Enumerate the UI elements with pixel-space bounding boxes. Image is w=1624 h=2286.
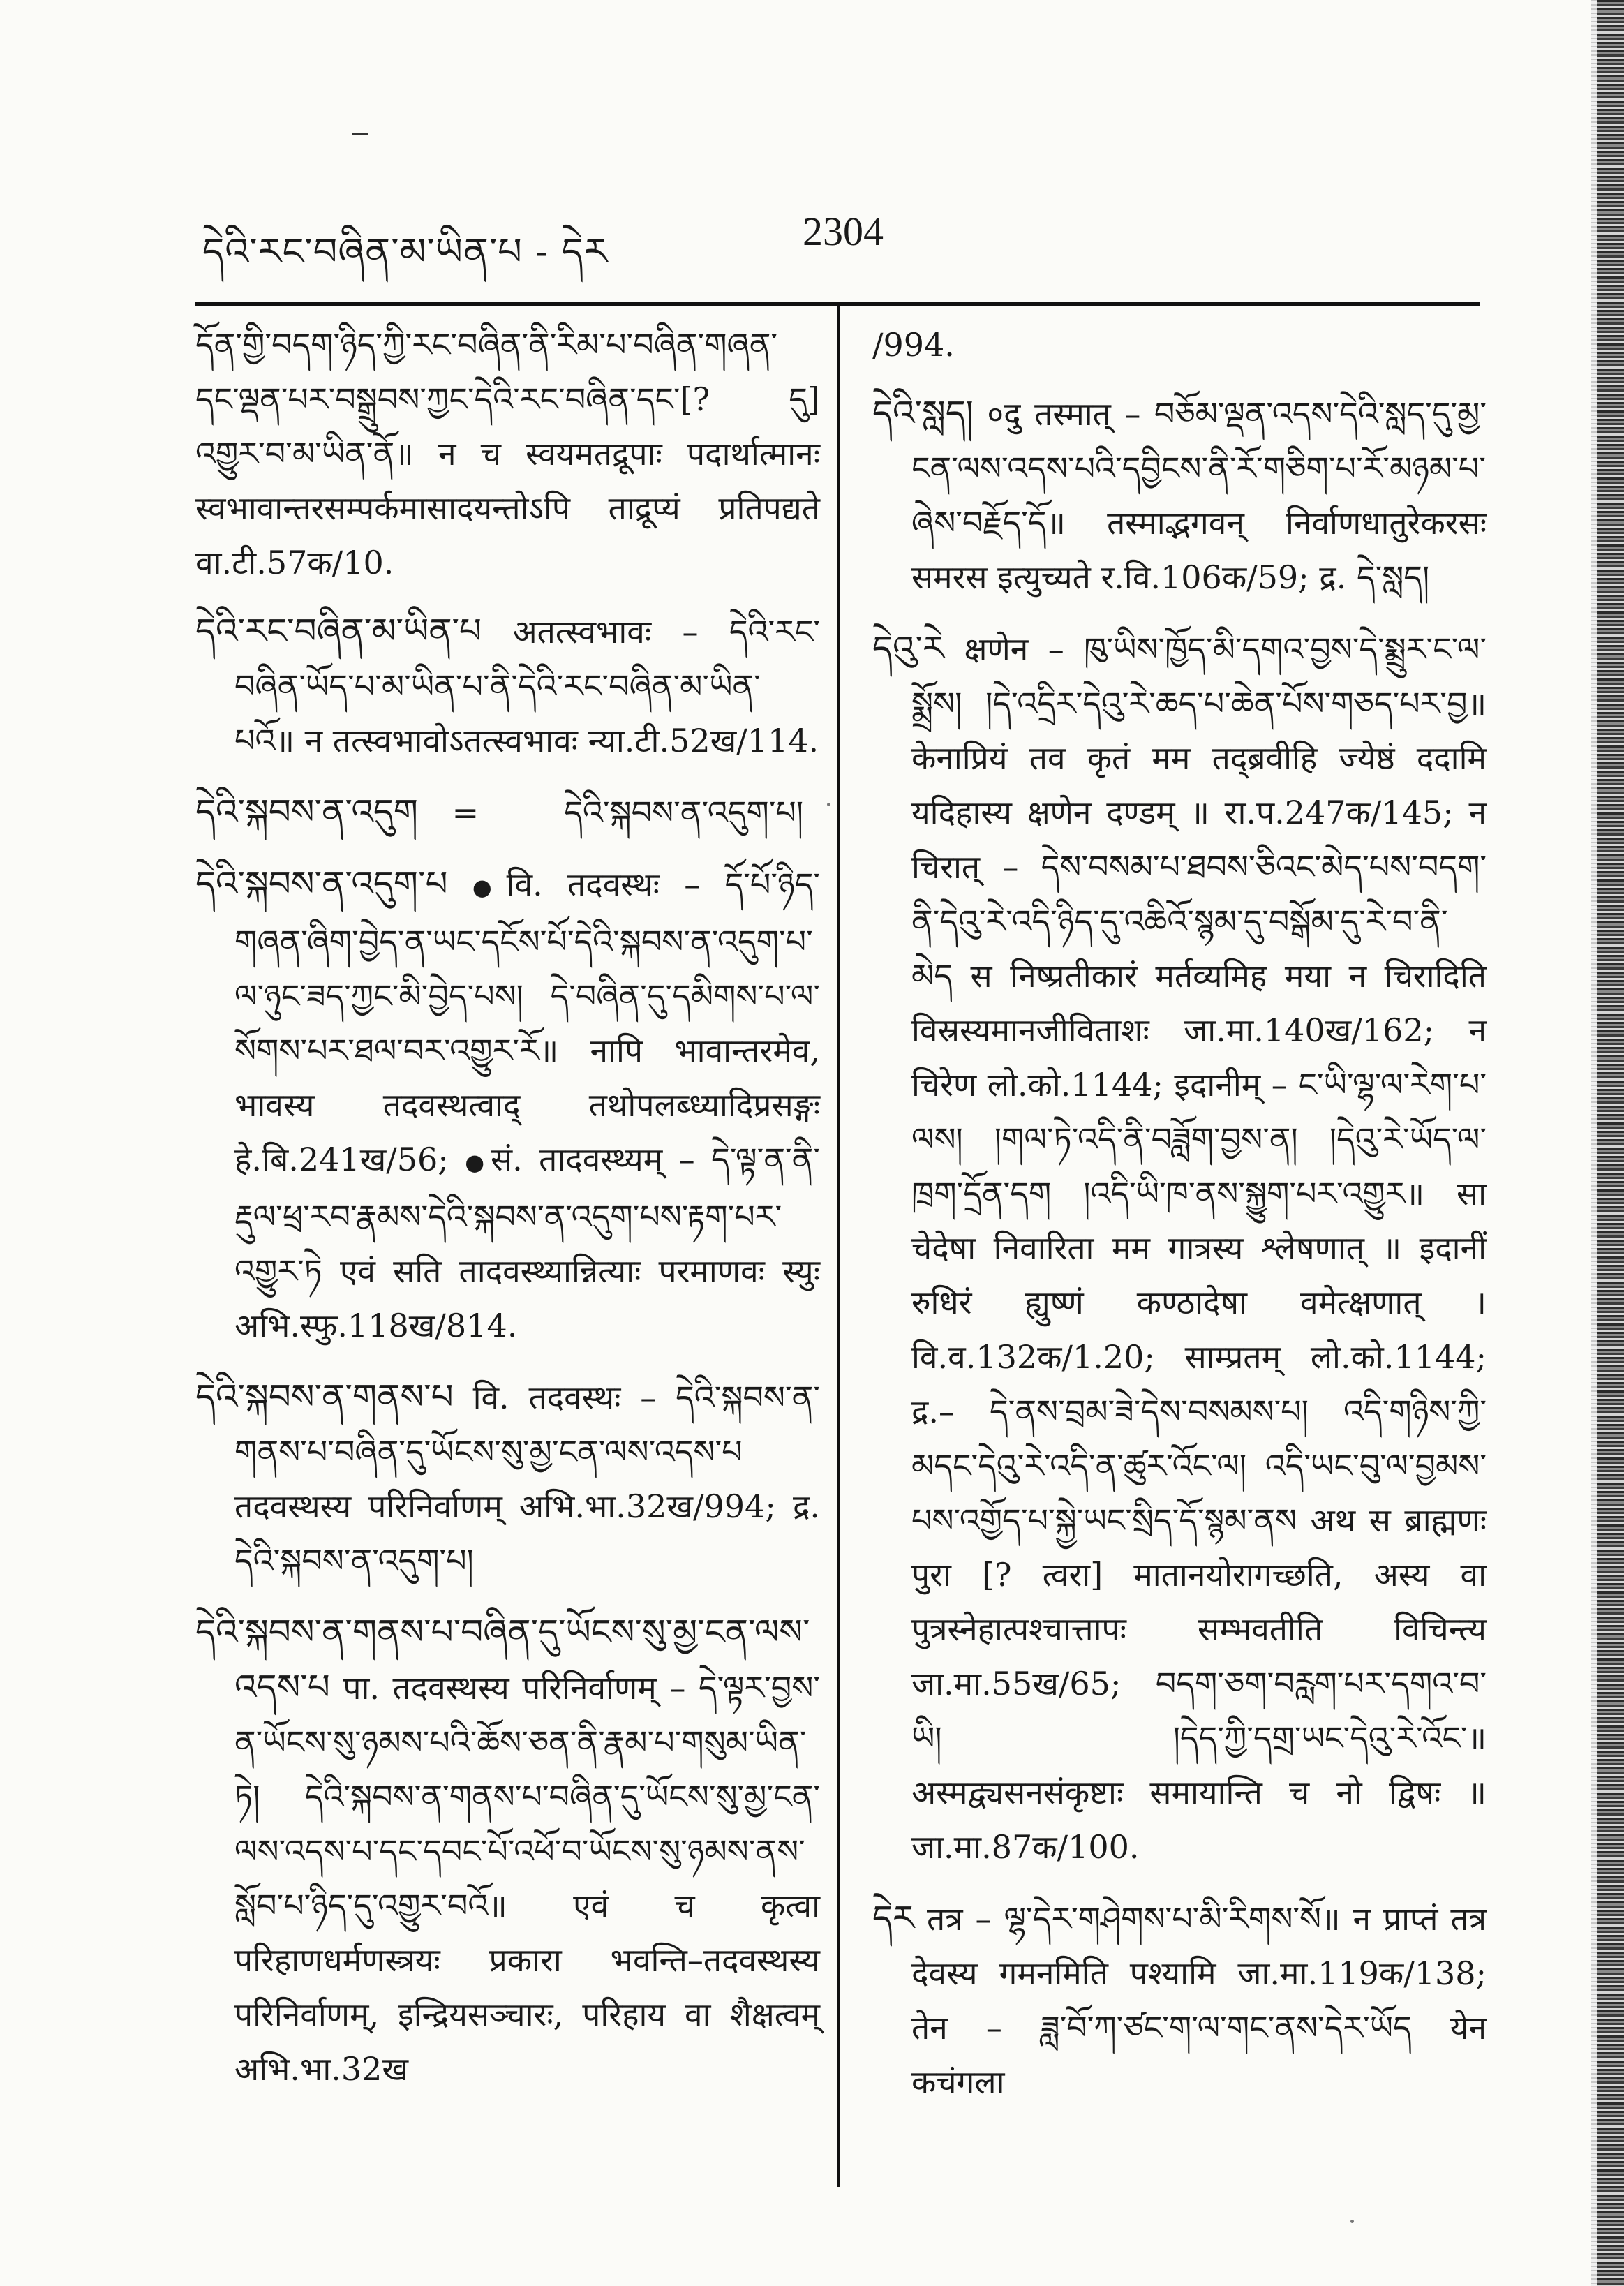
continuation-paragraph: /994. [872, 326, 955, 364]
continuation-paragraph: དོན་གྱི་བདག་ཉིད་ཀྱི་རང་བཞིན་ནི་རིམ་པ་བཞིན་གཞན་དང་ལྡན་པར་བསྒྲུབས་ཀྱང་དེའི་རང་བཞིན་དང་[? དུ] འགྱུར་བ་མ་ཡིན་ནོ॥ न च स्वयमतद्रूपाः पदार्थात्मानः स्वभावान्तरसम्पर्कमासादयन्तोऽपि ताद्रूप्यं प्रतिपद्यते वा.टी.57क/10. [195, 326, 820, 581]
entry-body: अतत्स्वभावः – དེའི་རང་བཞིན་ཡོད་པ་མ་ཡིན་པ་ནི་དེའི་རང་བཞིན་མ་ཡིན་པའོ॥ न तत्स्वभावोऽतत्स्वभावः न्या.टी.52ख/114. [234, 613, 820, 759]
running-head: དེའི་རང་བཞིན་མ་ཡིན་པ - དེར [202, 230, 609, 274]
dictionary-entry [872, 386, 1487, 604]
entry-body: བདག་ཅག་བརླག་པར་དགའ་བ་ཡི། །དེད་ཀྱི་དགྲ་ཡང་དེའུ་རེ་འོང་॥ अस्मद्व्यसनसंकृष्टाः समायान्ति च नो द्विषः ॥ जा.मा.87क/100. [911, 1665, 1487, 1866]
entry-headword: དེའི་སྐབས་ན་འདུག་པ [195, 863, 448, 904]
entry-body: सं. तादवस्थ्यम् – དེ་ལྟ་ན་ནི་རྡུལ་ཕྲ་རབ་རྣམས་དེའི་སྐབས་ན་འདུག་པས་རྟག་པར་འགྱུར་ཏེ एवं सति तादवस्थ्यान्नित्याः परमाणवः स्युः अभि.स्फु.118ख/814. [234, 1141, 821, 1344]
dictionary-entry [195, 604, 820, 768]
dictionary-entry [872, 1891, 1487, 2109]
entry-body: साम्प्रतम् लो.को.1144; द्र.– དེ་ནས་བྲམ་ཟེ་དེས་བསམས་པ། འདི་གཉིས་ཀྱི་མདང་དེའུ་རེ་འདི་ན་ཚུར་འོང་ལ། འདི་ཡང་བུ་ལ་བྱམས་པས་འགྱོད་པ་སྐྱེ་ཡང་སྲིད་དོ་སྙམ་ནས अथ स ब्राह्मणः पुरा [? त्वरा] मातानयोरागच्छति, अस्य वा पुत्रस्नेहात्पश्चात्तापः सम्भवतीति विचिन्त्य जा.मा.55ख/65; [911, 1338, 1487, 1702]
bullet-icon: ● [472, 874, 507, 900]
dictionary-entry [195, 1370, 820, 1588]
book-binding-edge [1597, 0, 1624, 2286]
entry-headword: དེའི་སྐབས་ན་འདུག [195, 792, 418, 832]
left-column [195, 318, 820, 2113]
entry-body: पा. तदवस्थस्य परिनिर्वाणम् – དེ་ལྟར་བྱས་ན་ཡོངས་སུ་ཉམས་པའི་ཆོས་ཅན་ནི་རྣམ་པ་གསུམ་ཡིན་ཏེ། དེའི་སྐབས་ན་གནས་པ་བཞིན་དུ་ཡོངས་སུ་མྱ་ངན་ལས་འདས་པ་དང་དབང་པོ་འཕོ་བ་ཡོངས་སུ་ཉམས་ནས་སློབ་པ་ཉིད་དུ་འགྱུར་བའོ॥ एवं च कृत्वा परिहाणधर्मणस्त्रयः प्रकारा भवन्ति–तदवस्थस्य परिनिर्वाणम्, इन्द्रियसञ्चारः, परिहाय वा शैक्षत्वम् अभि.भा.32ख [234, 1669, 820, 2088]
entry-headword: དེའི་སླད། [872, 393, 974, 433]
page-number: 2304 [803, 209, 884, 254]
entry-headword: དེའི་སྐབས་ན་གནས་པ [195, 1376, 454, 1417]
entry-body: क्षणेन – ཁུ་ཡིས་ཁྱོད་མི་དགའ་བྱས་དེ་སྨྲུར་ང་ལ་སྨྲོས། །དེ་འདྲིར་དེའུ་རེ་ཆད་པ་ཆེན་པོས་གཅད་པར་བྱ॥ केनाप्रियं तव कृतं मम तद्ब्रवीहि ज्येष्ठं ददामि यदिहास्य क्षणेन दण्डम् ॥ रा.प.247क/145; [911, 630, 1487, 831]
entry-headword: དེའུ་རེ [872, 628, 945, 669]
entry-headword: དེར [872, 1898, 915, 1938]
dictionary-entry: དེའི་སྐབས་ན་འདུག = དེའི་སྐབས་ན་འདུག་པ། [195, 792, 804, 832]
entry-body: न चिरात् – དེས་བསམ་པ་ཐབས་ཅིའང་མེད་པས་བདག་ནི་དེའུ་རེ་འདི་ཉིད་དུ་འཆིའོ་སྙམ་དུ་བསྒོམ་དུ་རེ་བ་ནི་མེད स निष्प्रतीकारं मर्तव्यमिह मया न चिरादिति विस्रस्यमानजीविताशः जा.मा.140ख/162; [911, 794, 1487, 1049]
dictionary-entry [195, 856, 820, 1353]
entry-headword: དེའི་སྐབས་ན་གནས་པ་བཞིན་དུ་ཡོངས་སུ་མྱ་ངན་ལས་འདས་པ [195, 1612, 810, 1707]
entry-body: वि. तदवस्थः – དེའི་སྐབས་ན་གནས་པ་བཞིན་དུ་ཡོངས་སུ་མྱ་ངན་ལས་འདས་པ तदवस्थस्य परिनिर्वाणम् अभि.भा.32ख/994; द्र. དེའི་སྐབས་ན་འདུག་པ། [234, 1379, 820, 1580]
dictionary-entry [872, 621, 1487, 1874]
dictionary-entry [195, 1605, 820, 2096]
stray-mark [352, 133, 368, 135]
entry-body: न चिरेण लो.को.1144; इदानीम् – ང་ཡི་ལྷ་ལ་རེག་པ་ལས། །གལ་ཏེ་འདི་ནི་བཟློག་བྱས་ན། །དེའུ་རེ་ཡོད་ལ་ཁྲག་དྲོན་དག །འདི་ཡི་ཁ་ནས་སྐྱུག་པར་འགྱུར॥ सा चेदेषा निवारिता मम गात्रस्य श्लेषणात् ॥ इदानीं रुधिरं ह्युष्णं कण्ठादेषा वमेत्क्षणात् । वि.व.132क/1.20; [911, 1011, 1487, 1376]
entry-body: དེའི་སྐབས་ན་འདུག་པ། [564, 794, 804, 831]
page-edge-shadow [1591, 0, 1597, 2286]
scan-speck [827, 803, 830, 806]
entry-body: वि. तदवस्थः – དོ་པོ་ཉིད་གཞན་ཞིག་བྱེད་ན་ཡང་དངོས་པོ་དེའི་སྐབས་ན་འདུག་པ་ལ་ཉུང་ཟད་ཀྱང་མི་བྱེད་པས། དེ་བཞིན་དུ་དམིགས་པ་ལ་སོགས་པར་ཐལ་བར་འགྱུར་རོ॥ नापि भावान्तरमेव, भावस्य तदवस्थत्वाद् तथोपलब्ध्यादिप्रसङ्गः हे.बि.241ख/56; [234, 866, 820, 1178]
entry-body: ०दु तस्मात् – བཅོམ་ལྡན་འདས་དེའི་སླད་དུ་མྱ་ངན་ལས་འདས་པའི་དབྱིངས་ནི་རོ་གཅིག་པ་རོ་མཉམ་པ་ཞེས་བརྗོད་དོ॥ तस्माद्भगवन् निर्वाणधातुरेकरसः समरस इत्युच्यते र.वि.106क/59; द्र. དེ་སླད། [911, 395, 1487, 596]
entry-body: तत्र – ལྷ་དེར་གཤེགས་པ་མི་རིགས་སོ॥ न प्राप्तं तत्र देवस्य गमनमिति पश्यामि जा.मा.119क/138; तेन – ཟླ་བོ་ཀ་ཙང་ག་ལ་གང་ནས་དེར་ཡོད येन कचंगला [911, 1900, 1487, 2101]
scan-speck [1350, 2220, 1354, 2223]
right-column [872, 318, 1487, 2126]
column-divider [837, 302, 840, 2187]
bullet-icon: ● [465, 1149, 491, 1175]
entry-headword: དེའི་རང་བཞིན་མ་ཡིན་པ [195, 611, 482, 651]
